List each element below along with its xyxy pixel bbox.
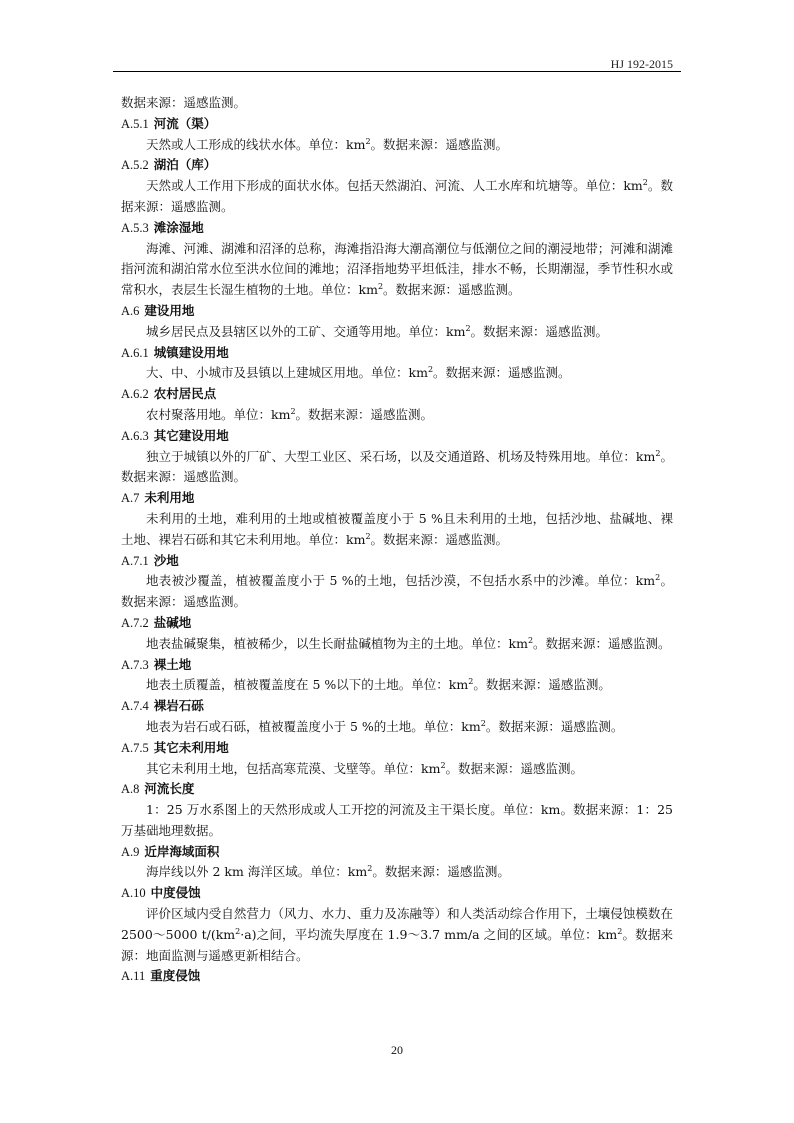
section-title: 建设用地 — [144, 302, 195, 318]
paragraph: 评价区域内受自然营力（风力、水力、重力及冻融等）和人类活动综合作用下，土壤侵蚀模数在 2500～5000 $t/(km^2\cdot a)$之间，平均流失厚度在 1.9～3.7 mm/a 之间的区域。单位：$km^2$。数据来源：地面监测与遥感更新相结合。 — [121, 906, 673, 963]
paragraph: 地表土质覆盖，植被覆盖度在 5 %以下的土地。单位：$km^2$。数据来源：遥感监测。 — [146, 677, 611, 693]
section-title: 裸土地 — [153, 656, 192, 672]
section-title: 农村居民点 — [153, 386, 217, 402]
section-number: A.6 — [121, 303, 140, 318]
page-number: 20 — [391, 1043, 403, 1057]
section-heading — [121, 613, 673, 634]
section-title: 滩涂湿地 — [153, 219, 204, 235]
section-heading — [121, 488, 673, 509]
section-heading — [121, 883, 673, 904]
section-number: A.7.3 — [121, 657, 149, 672]
section-heading — [121, 966, 673, 987]
section-heading — [121, 779, 673, 800]
section-number: A.6.3 — [121, 428, 149, 443]
section-title: 其它建设用地 — [153, 427, 229, 443]
section-title: 未利用地 — [144, 490, 195, 506]
section-number: A.10 — [121, 886, 146, 901]
section-title: 河流长度 — [144, 781, 195, 797]
paragraph: 地表为岩石或石砾，植被覆盖度小于 5 %的土地。单位：$km^2$。数据来源：遥感监测。 — [146, 718, 624, 734]
section-heading — [121, 155, 673, 176]
section-title: 近岸海域面积 — [144, 843, 220, 859]
section-heading — [121, 655, 673, 676]
section-title: 中度侵蚀 — [150, 885, 201, 901]
document-body — [121, 93, 673, 987]
section-number: A.11 — [121, 969, 146, 984]
paragraph: 大、中、小城市及县镇以上建城区用地。单位：$km^2$。数据来源：遥感监测。 — [146, 365, 571, 381]
paragraph: 天然或人工形成的线状水体。单位：$km^2$。数据来源：遥感监测。 — [146, 136, 509, 152]
section-title: 其它未利用地 — [153, 739, 229, 755]
paragraph: 未利用的土地，难利用的土地或植被覆盖度小于 5 %且未利用的土地，包括沙地、盐碱地、裸土地、裸岩石砾和其它未利用地。单位：$km^2$。数据来源：遥感监测。 — [121, 510, 673, 547]
section-number: A.5.1 — [121, 116, 149, 131]
paragraph: 海岸线以外 2 km 海洋区域。单位：$km^2$。数据来源：遥感监测。 — [146, 864, 510, 880]
section-number: A.9 — [121, 844, 140, 859]
section-title: 重度侵蚀 — [150, 968, 201, 984]
paragraph: 数据来源：遥感监测。 — [121, 95, 247, 110]
section-heading — [121, 218, 673, 239]
section-heading — [121, 738, 673, 759]
section-number: A.8 — [121, 782, 140, 797]
paragraph: 地表被沙覆盖，植被覆盖度小于 5 %的土地，包括沙漠，不包括水系中的沙滩。单位：$km^2$。数据来源：遥感监测。 — [121, 573, 673, 610]
section-title: 裸岩石砾 — [153, 698, 204, 714]
document-code: HJ 192-2015 — [610, 57, 673, 71]
section-title: 河流（渠） — [153, 115, 217, 131]
section-number: A.7 — [121, 491, 140, 506]
paragraph: 天然或人工作用下形成的面状水体。包括天然湖泊、河流、人工水库和坑塘等。单位：$km^2$。数据来源：遥感监测。 — [121, 178, 673, 214]
section-number: A.6.2 — [121, 387, 149, 402]
section-title: 湖泊（库） — [153, 157, 217, 173]
section-heading — [121, 426, 673, 447]
paragraph: 农村聚落用地。单位：$km^2$。数据来源：遥感监测。 — [146, 406, 434, 422]
paragraph: 其它未利用土地，包括高寒荒漠、戈壁等。单位：$km^2$。数据来源：遥感监测。 — [146, 760, 584, 776]
section-number: A.7.1 — [121, 553, 149, 568]
paragraph: 独立于城镇以外的厂矿、大型工业区、采石场，以及交通道路、机场及特殊用地。单位：$km^2$。数据来源：遥感监测。 — [121, 448, 673, 485]
section-heading — [121, 842, 673, 863]
section-heading — [121, 384, 673, 405]
paragraph: 1：25 万水系图上的天然形成或人工开挖的河流及主干渠长度。单位：km。数据来源：1：25 万基础地理数据。 — [121, 802, 673, 838]
section-number: A.7.5 — [121, 740, 149, 755]
section-heading — [121, 551, 673, 572]
section-number: A.7.4 — [121, 699, 149, 714]
section-heading — [121, 696, 673, 717]
paragraph: 地表盐碱聚集，植被稀少，以生长耐盐碱植物为主的土地。单位：$km^2$。数据来源：遥感监测。 — [146, 635, 671, 651]
section-title: 盐碱地 — [153, 614, 192, 630]
section-number: A.5.3 — [121, 220, 149, 235]
section-title: 城镇建设用地 — [153, 344, 229, 360]
section-heading — [121, 343, 673, 364]
section-title: 沙地 — [153, 552, 179, 568]
paragraph: 海滩、河滩、湖滩和沼泽的总称，海滩指沿海大潮高潮位与低潮位之间的潮浸地带；河滩和湖滩指河流和湖泊常水位至洪水位间的滩地；沼泽指地势平坦低洼，排水不畅，长期潮湿，季节性积水或常积水，表层生长湿生植物的土地。单位：$km^2$。数据来源：遥感监测。 — [121, 240, 673, 298]
section-number: A.5.2 — [121, 158, 149, 173]
section-number: A.6.1 — [121, 345, 149, 360]
section-number: A.7.2 — [121, 615, 149, 630]
section-heading — [121, 301, 673, 322]
header-rule — [113, 71, 681, 72]
paragraph: 城乡居民点及县辖区以外的工矿、交通等用地。单位：$km^2$。数据来源：遥感监测。 — [146, 323, 609, 339]
section-heading — [121, 114, 673, 135]
